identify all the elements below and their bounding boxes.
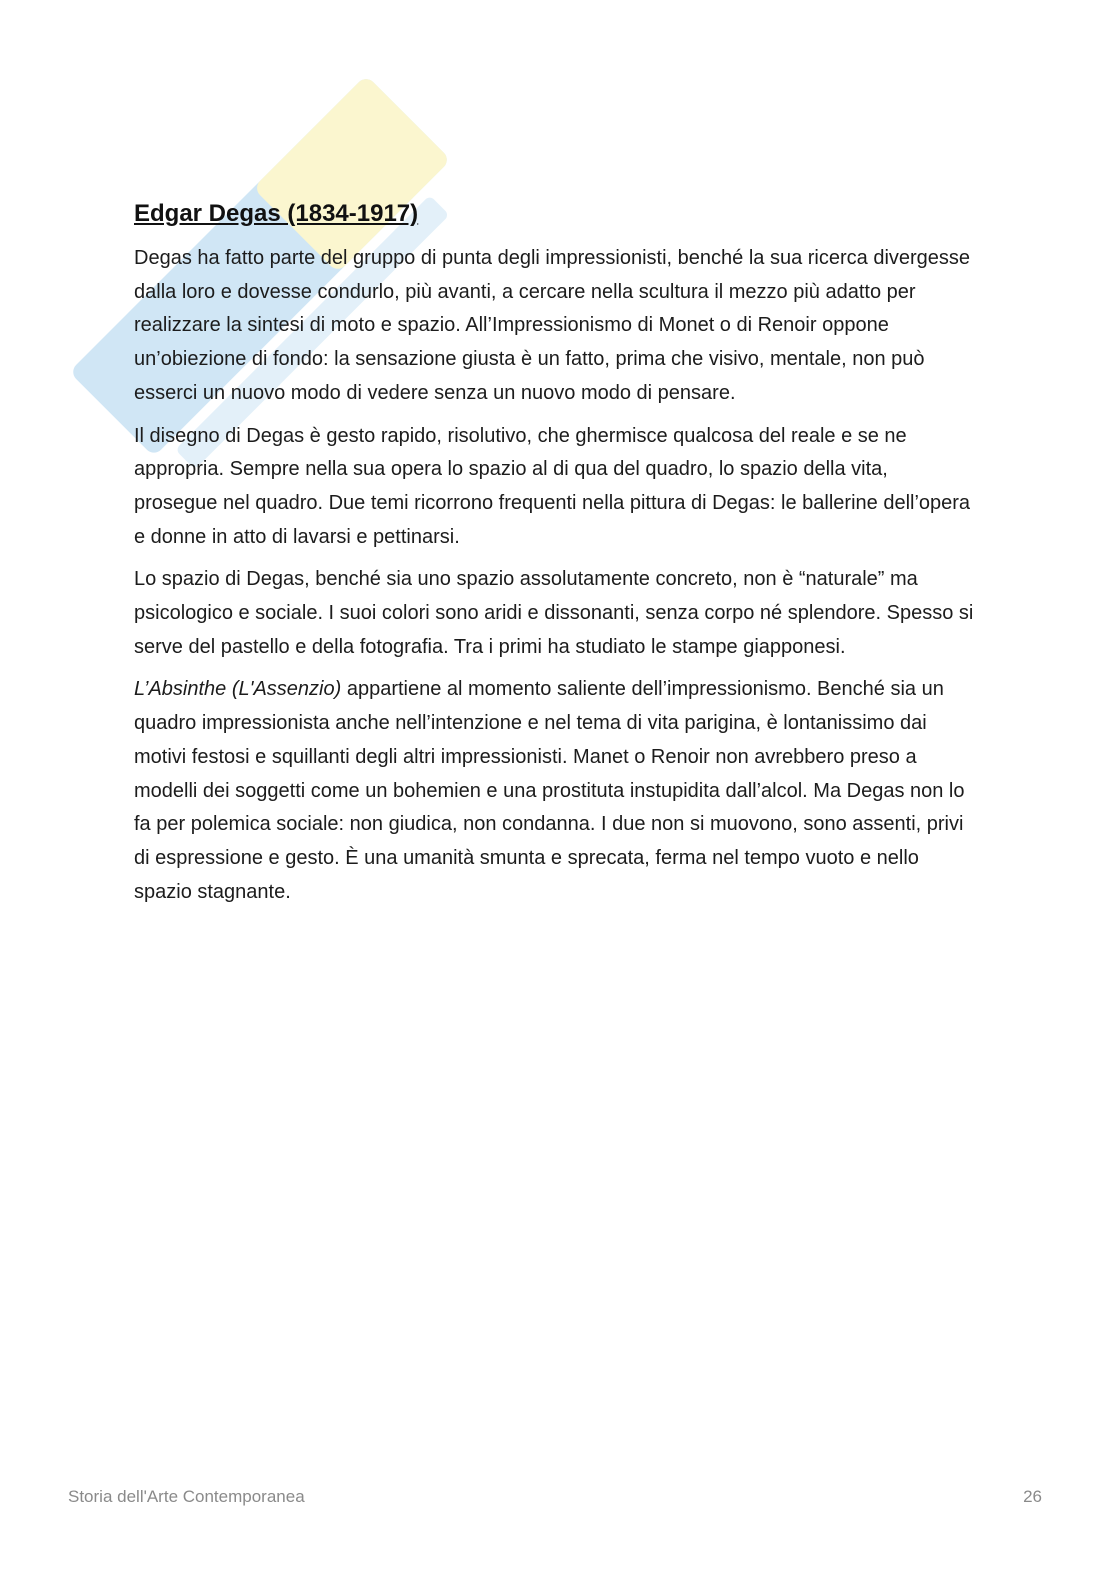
artwork-title: L’Absinthe (L'Assenzio): [134, 678, 342, 701]
paragraph-1: Degas ha fatto parte del gruppo di punta degli impressionisti, benché la sua ricerca divergesse dalla loro e dovesse condurlo, più avanti, a cercare nella scultura il mezzo più adatto per realizzare la sintesi di moto e spazio. All’Impressionismo di Monet o di Renoir oppone un’obiezione di fondo: la sensazione giusta è un fatto, prima che visivo, mentale, non può esserci un nuovo modo di vedere senza un nuovo modo di pensare.: [134, 247, 971, 404]
page-title: Edgar Degas (1834-1917): [134, 200, 419, 227]
footer-page-number: 26: [1023, 1487, 1042, 1506]
paragraph-4: [134, 673, 974, 909]
paragraph-2: Il disegno di Degas è gesto rapido, risolutivo, che ghermisce qualcosa del reale e se ne appropria. Sempre nella sua opera lo spazio al di qua del quadro, lo spazio della vita, prosegue nel quadro. Due temi ricorrono frequenti nella pittura di Degas: le ballerine dell’opera e donne in atto di lavarsi e pettinarsi.: [134, 424, 971, 548]
paragraph-3: Lo spazio di Degas, benché sia uno spazio assolutamente concreto, non è “naturale” ma psicologico e sociale. I suoi colori sono aridi e dissonanti, senza corpo né splendore. Spesso si serve del pastello e della fotografia. Tra i primi ha studiato le stampe giapponesi.: [134, 568, 974, 658]
document-body: [134, 196, 974, 918]
paragraph-4-text: appartiene al momento saliente dell’impressionismo. Benché sia un quadro impressionista anche nell’intenzione e nel tema di vita parigina, è lontanissimo dai motivi festosi e squillanti degli altri impressionisti. Manet o Renoir non avrebbero preso a modelli dei soggetti come un bohemien e una prostituta instupidita dall’alcol. Ma Degas non lo fa per polemica sociale: non giudica, non condanna. I due non si muovono, sono assenti, privi di espressione e gesto. È una umanità smunta e sprecata, ferma nel tempo vuoto e nello spazio stagnante.: [134, 678, 965, 903]
footer-course-title: Storia dell'Arte Contemporanea: [68, 1487, 305, 1506]
